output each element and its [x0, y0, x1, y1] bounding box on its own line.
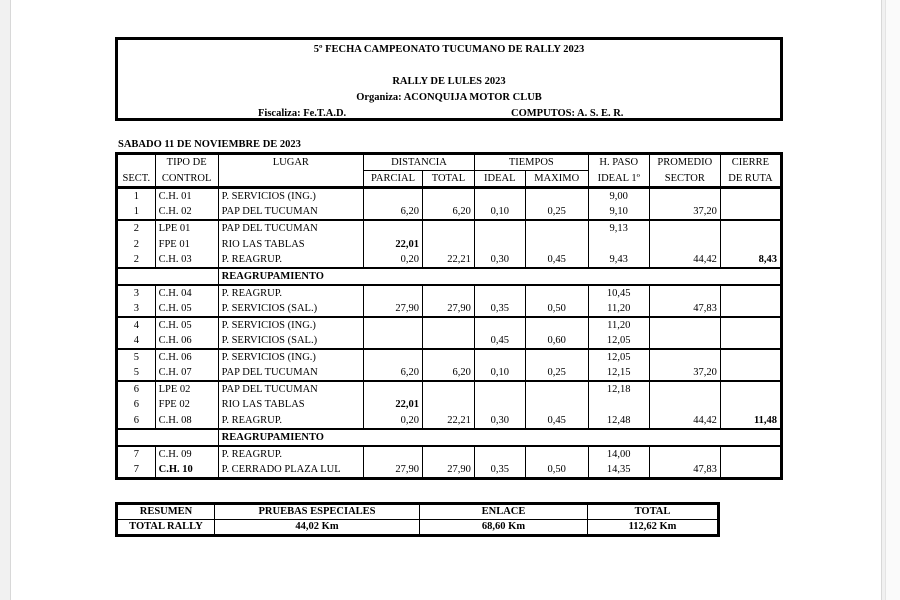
row-hpaso: 9,13 — [588, 220, 649, 236]
row-tipo: C.H. 01 — [155, 188, 218, 205]
row-tipo: C.H. 10 — [155, 462, 218, 479]
row-parcial: 6,20 — [364, 365, 423, 381]
row-lugar: P. REAGRUP. — [218, 252, 363, 268]
regroup-blank — [117, 268, 219, 285]
row-cierre — [720, 285, 781, 301]
row-maximo: 0,25 — [525, 365, 588, 381]
row-maximo — [525, 285, 588, 301]
row-ideal: 0,45 — [474, 333, 525, 349]
row-promedio: 37,20 — [649, 365, 720, 381]
row-ideal: 0,30 — [474, 252, 525, 268]
row-tipo: C.H. 02 — [155, 204, 218, 220]
organizer: Organiza: ACONQUIJA MOTOR CLUB — [356, 92, 542, 103]
row-total — [423, 317, 475, 333]
row-sect: 2 — [117, 220, 156, 236]
row-total — [423, 188, 475, 205]
itinerary-row — [117, 301, 782, 317]
row-maximo: 0,25 — [525, 204, 588, 220]
row-total: 22,21 — [423, 252, 475, 268]
col-lugar: LUGAR — [218, 154, 363, 171]
row-total — [423, 220, 475, 236]
row-cierre — [720, 397, 781, 412]
summary-table — [115, 502, 720, 537]
event-date: SABADO 11 DE NOVIEMBRE DE 2023 — [118, 139, 301, 150]
col-tipo-2: CONTROL — [155, 171, 218, 188]
row-cierre: 11,48 — [720, 413, 781, 429]
row-hpaso: 9,00 — [588, 188, 649, 205]
row-hpaso: 12,18 — [588, 381, 649, 397]
row-maximo — [525, 188, 588, 205]
row-cierre — [720, 381, 781, 397]
row-maximo — [525, 381, 588, 397]
row-parcial — [364, 188, 423, 205]
row-maximo — [525, 220, 588, 236]
row-parcial: 27,90 — [364, 301, 423, 317]
row-parcial — [364, 381, 423, 397]
row-tipo: C.H. 05 — [155, 301, 218, 317]
itinerary-row — [117, 220, 782, 236]
itinerary-row — [117, 446, 782, 462]
vertical-scrollbar[interactable] — [885, 0, 900, 600]
itinerary-row — [117, 397, 782, 412]
row-lugar: RIO LAS TABLAS — [218, 236, 363, 251]
col-hpaso-1: H. PASO — [588, 154, 649, 171]
summary-enlace-value: 68,60 Km — [420, 520, 588, 536]
itinerary-row — [117, 381, 782, 397]
row-sect: 3 — [117, 285, 156, 301]
row-sect: 7 — [117, 446, 156, 462]
rally-title: RALLY DE LULES 2023 — [392, 76, 506, 87]
row-maximo — [525, 236, 588, 251]
row-sect: 7 — [117, 462, 156, 479]
row-sect: 5 — [117, 365, 156, 381]
col-hpaso-2: IDEAL 1º — [588, 171, 649, 188]
row-cierre — [720, 236, 781, 251]
row-cierre — [720, 188, 781, 205]
row-ideal — [474, 317, 525, 333]
itinerary-row — [117, 365, 782, 381]
row-maximo — [525, 446, 588, 462]
row-promedio — [649, 349, 720, 365]
row-total: 27,90 — [423, 462, 475, 479]
row-ideal: 0,10 — [474, 204, 525, 220]
row-maximo: 0,50 — [525, 462, 588, 479]
championship-title: 5º FECHA CAMPEONATO TUCUMANO DE RALLY 2023 — [313, 44, 585, 55]
summary-pe-value: 44,02 Km — [215, 520, 420, 536]
summary-header-total: TOTAL — [588, 504, 719, 520]
col-lugar-blank — [218, 171, 363, 188]
row-cierre — [720, 317, 781, 333]
row-promedio — [649, 285, 720, 301]
regroup-row — [117, 268, 782, 285]
itinerary-row — [117, 285, 782, 301]
row-tipo: C.H. 06 — [155, 333, 218, 349]
row-promedio — [649, 188, 720, 205]
row-parcial — [364, 349, 423, 365]
regroup-blank — [117, 429, 219, 446]
row-hpaso: 12,05 — [588, 349, 649, 365]
row-promedio — [649, 220, 720, 236]
row-total — [423, 333, 475, 349]
row-ideal: 0,10 — [474, 365, 525, 381]
summary-label: TOTAL RALLY — [117, 520, 215, 536]
row-promedio: 47,83 — [649, 462, 720, 479]
col-cierre-1: CIERRE — [720, 154, 781, 171]
row-parcial — [364, 317, 423, 333]
row-sect: 6 — [117, 381, 156, 397]
row-lugar: P. REAGRUP. — [218, 446, 363, 462]
itinerary-row — [117, 413, 782, 429]
row-parcial: 0,20 — [364, 252, 423, 268]
row-ideal: 0,30 — [474, 413, 525, 429]
row-cierre — [720, 349, 781, 365]
row-promedio — [649, 317, 720, 333]
row-hpaso: 14,00 — [588, 446, 649, 462]
row-hpaso: 14,35 — [588, 462, 649, 479]
computos: COMPUTOS: A. S. E. R. — [511, 108, 624, 119]
row-sect: 6 — [117, 413, 156, 429]
col-promedio-1: PROMEDIO — [649, 154, 720, 171]
row-lugar: P. SERVICIOS (ING.) — [218, 317, 363, 333]
row-lugar: PAP DEL TUCUMAN — [218, 381, 363, 397]
row-parcial: 22,01 — [364, 236, 423, 251]
row-hpaso — [588, 236, 649, 251]
row-parcial — [364, 446, 423, 462]
itinerary-row — [117, 236, 782, 251]
row-tipo: FPE 01 — [155, 236, 218, 251]
row-tipo: C.H. 03 — [155, 252, 218, 268]
row-sect: 3 — [117, 301, 156, 317]
row-hpaso: 12,48 — [588, 413, 649, 429]
row-sect: 1 — [117, 188, 156, 205]
row-lugar: P. REAGRUP. — [218, 413, 363, 429]
col-tipo-1: TIPO DE — [155, 154, 218, 171]
row-ideal — [474, 236, 525, 251]
row-promedio: 47,83 — [649, 301, 720, 317]
row-maximo: 0,60 — [525, 333, 588, 349]
row-cierre: 8,43 — [720, 252, 781, 268]
row-promedio: 44,42 — [649, 413, 720, 429]
row-ideal — [474, 446, 525, 462]
col-sect: SECT. — [117, 171, 156, 188]
row-ideal: 0,35 — [474, 301, 525, 317]
row-hpaso: 11,20 — [588, 317, 649, 333]
row-hpaso: 9,10 — [588, 204, 649, 220]
row-promedio: 44,42 — [649, 252, 720, 268]
col-maximo: MAXIMO — [525, 171, 588, 188]
row-tipo: C.H. 08 — [155, 413, 218, 429]
row-sect: 5 — [117, 349, 156, 365]
row-cierre — [720, 204, 781, 220]
row-hpaso: 12,15 — [588, 365, 649, 381]
row-total — [423, 381, 475, 397]
row-maximo: 0,45 — [525, 252, 588, 268]
row-cierre — [720, 446, 781, 462]
row-tipo: FPE 02 — [155, 397, 218, 412]
row-maximo — [525, 397, 588, 412]
row-lugar: P. SERVICIOS (SAL.) — [218, 333, 363, 349]
row-sect: 4 — [117, 317, 156, 333]
row-parcial — [364, 285, 423, 301]
row-promedio — [649, 236, 720, 251]
row-lugar: PAP DEL TUCUMAN — [218, 220, 363, 236]
event-header-box — [115, 37, 783, 121]
row-ideal — [474, 397, 525, 412]
summary-header-resumen: RESUMEN — [117, 504, 215, 520]
regroup-row — [117, 429, 782, 446]
row-sect: 1 — [117, 204, 156, 220]
row-tipo: LPE 01 — [155, 220, 218, 236]
row-lugar: P. SERVICIOS (SAL.) — [218, 301, 363, 317]
row-sect: 2 — [117, 236, 156, 251]
row-tipo: C.H. 07 — [155, 365, 218, 381]
row-total: 27,90 — [423, 301, 475, 317]
summary-total-value: 112,62 Km — [588, 520, 719, 536]
regroup-label: REAGRUPAMIENTO — [218, 429, 781, 446]
row-sect: 6 — [117, 397, 156, 412]
row-total — [423, 349, 475, 365]
row-promedio — [649, 446, 720, 462]
row-tipo: C.H. 05 — [155, 317, 218, 333]
fiscaliza: Fiscaliza: Fe.T.A.D. — [258, 108, 347, 119]
itinerary-row — [117, 349, 782, 365]
itinerary-row — [117, 204, 782, 220]
row-parcial: 6,20 — [364, 204, 423, 220]
row-sect: 2 — [117, 252, 156, 268]
row-ideal — [474, 220, 525, 236]
row-hpaso: 9,43 — [588, 252, 649, 268]
row-lugar: P. SERVICIOS (ING.) — [218, 349, 363, 365]
row-total — [423, 236, 475, 251]
row-total — [423, 285, 475, 301]
row-tipo: C.H. 04 — [155, 285, 218, 301]
col-total: TOTAL — [423, 171, 475, 188]
itinerary-row — [117, 462, 782, 479]
row-maximo: 0,50 — [525, 301, 588, 317]
itinerary-row — [117, 333, 782, 349]
row-lugar: PAP DEL TUCUMAN — [218, 204, 363, 220]
row-hpaso — [588, 397, 649, 412]
col-ideal: IDEAL — [474, 171, 525, 188]
col-promedio-2: SECTOR — [649, 171, 720, 188]
row-total — [423, 397, 475, 412]
row-cierre — [720, 301, 781, 317]
row-lugar: P. SERVICIOS (ING.) — [218, 188, 363, 205]
row-total: 22,21 — [423, 413, 475, 429]
regroup-label: REAGRUPAMIENTO — [218, 268, 781, 285]
itinerary-row — [117, 188, 782, 205]
row-maximo — [525, 317, 588, 333]
col-tiempos: TIEMPOS — [474, 154, 588, 171]
row-lugar: RIO LAS TABLAS — [218, 397, 363, 412]
row-ideal — [474, 349, 525, 365]
row-ideal — [474, 188, 525, 205]
row-sect: 4 — [117, 333, 156, 349]
row-cierre — [720, 333, 781, 349]
row-ideal: 0,35 — [474, 462, 525, 479]
row-hpaso: 10,45 — [588, 285, 649, 301]
row-total: 6,20 — [423, 204, 475, 220]
row-maximo — [525, 349, 588, 365]
row-lugar: P. CERRADO PLAZA LUL — [218, 462, 363, 479]
itinerary-row — [117, 317, 782, 333]
col-distancia: DISTANCIA — [364, 154, 475, 171]
row-lugar: PAP DEL TUCUMAN — [218, 365, 363, 381]
row-cierre — [720, 365, 781, 381]
row-parcial: 27,90 — [364, 462, 423, 479]
row-cierre — [720, 220, 781, 236]
row-parcial — [364, 220, 423, 236]
row-parcial: 22,01 — [364, 397, 423, 412]
row-parcial — [364, 333, 423, 349]
row-tipo: C.H. 09 — [155, 446, 218, 462]
row-maximo: 0,45 — [525, 413, 588, 429]
row-ideal — [474, 285, 525, 301]
row-promedio — [649, 397, 720, 412]
itinerary-row — [117, 252, 782, 268]
row-total: 6,20 — [423, 365, 475, 381]
row-cierre — [720, 462, 781, 479]
summary-header-enlace: ENLACE — [420, 504, 588, 520]
row-tipo: C.H. 06 — [155, 349, 218, 365]
row-lugar: P. REAGRUP. — [218, 285, 363, 301]
row-hpaso: 12,05 — [588, 333, 649, 349]
col-cierre-2: DE RUTA — [720, 171, 781, 188]
row-parcial: 0,20 — [364, 413, 423, 429]
row-tipo: LPE 02 — [155, 381, 218, 397]
itinerary-table — [115, 152, 783, 480]
col-parcial: PARCIAL — [364, 171, 423, 188]
summary-header-pe: PRUEBAS ESPECIALES — [215, 504, 420, 520]
col-sect-blank — [117, 154, 156, 171]
row-hpaso: 11,20 — [588, 301, 649, 317]
row-promedio — [649, 333, 720, 349]
itinerary-rows — [117, 188, 782, 479]
row-promedio: 37,20 — [649, 204, 720, 220]
row-ideal — [474, 381, 525, 397]
row-total — [423, 446, 475, 462]
row-promedio — [649, 381, 720, 397]
